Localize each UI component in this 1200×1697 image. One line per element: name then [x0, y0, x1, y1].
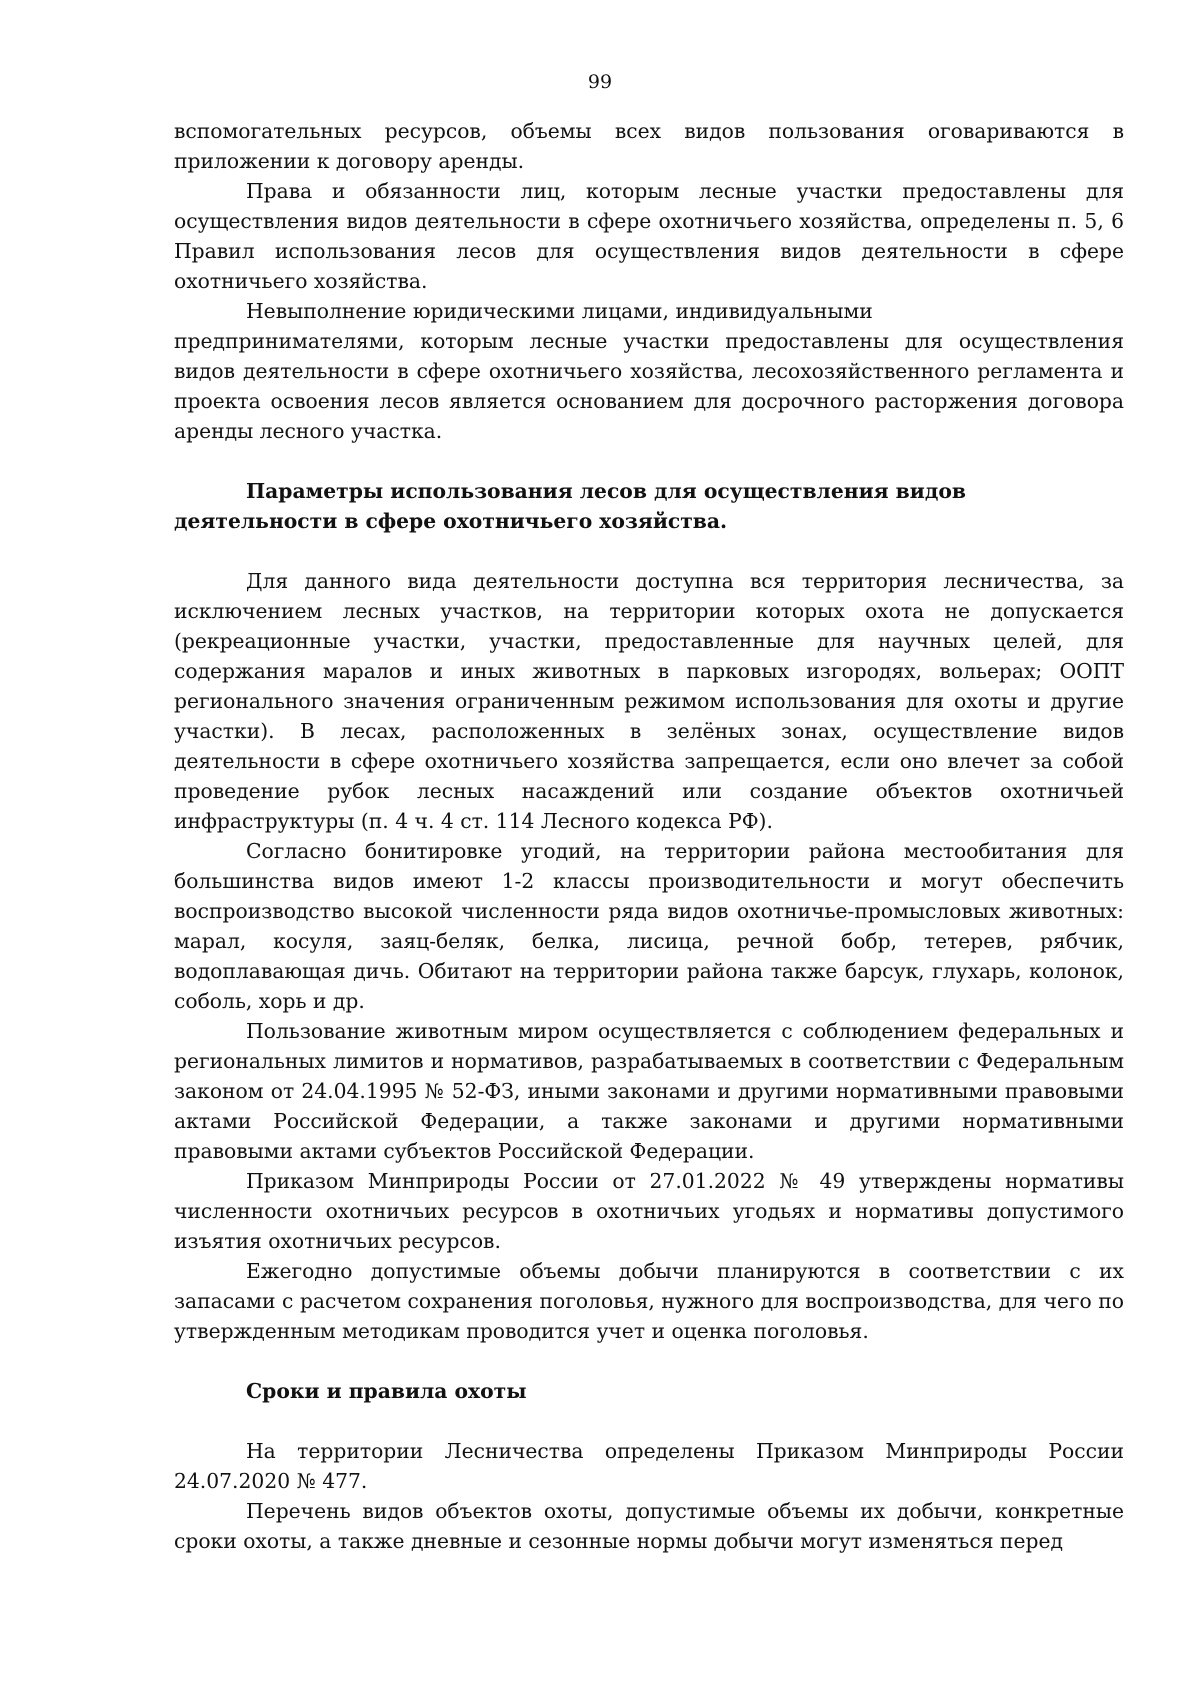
paragraph-failure-line1: Невыполнение юридическими лицами, индивидуальными	[246, 299, 873, 323]
paragraph-list: Перечень видов объектов охоты, допустимые объемы их добычи, конкретные сроки охоты, а также дневные и сезонные нормы добычи могут изменяться перед	[174, 1499, 1124, 1553]
paragraph-rights: Права и обязанности лиц, которым лесные участки предоставлены для осуществления видов деятельности в сфере охотничьего хозяйства, определены п. 5, 6 Правил использования лесов для осуществления видов деятельности в сфере охотничьего хозяйства.	[174, 179, 1124, 293]
spacer	[174, 536, 1124, 566]
paragraph-territory: Для данного вида деятельности доступна вся территория лесничества, за исключением лесных участков, на территории которых охота не допускается (рекреационные участки, участки, предоставленные для научных целей, для содержания маралов и иных животных в парковых изгородях, вольерах; ООПТ регионального значения ограниченным режимом использования для охоты и другие участки). В лесах, расположенных в зелёных зонах, осуществление видов деятельности в сфере охотничьего хозяйства запрещается, если оно влечет за собой проведение рубок лесных насаждений или создание объектов охотничьей инфраструктуры (п. 4 ч. 4 ст. 114 Лесного кодекса РФ).	[174, 569, 1124, 833]
document-body	[174, 116, 1124, 1556]
paragraph-annual: Ежегодно допустимые объемы добычи планируются в соответствии с их запасами с расчетом сохранения поголовья, нужного для воспроизводства, для чего по утвержденным методикам проводится учет и оценка поголовья.	[174, 1259, 1124, 1343]
section-heading-terms: Сроки и правила охоты	[246, 1379, 527, 1403]
paragraph-order: Приказом Минприроды России от 27.01.2022 № 49 утверждены нормативы численности охотничьих ресурсов в охотничьих угодьях и нормативы допустимого изъятия охотничьих ресурсов.	[174, 1169, 1124, 1253]
spacer	[174, 1346, 1124, 1376]
paragraph-wildlife: Пользование животным миром осуществляется с соблюдением федеральных и региональных лимитов и нормативов, разрабатываемых в соответствии с Федеральным законом от 24.04.1995 № 52-ФЗ, иными законами и другими нормативными правовыми актами Российской Федерации, а также законами и другими нормативными правовыми актами субъектов Российской Федерации.	[174, 1019, 1124, 1163]
paragraph-bonitet: Согласно бонитировке угодий, на территории района местообитания для большинства видов имеют 1-2 классы производительности и могут обеспечить воспроизводство высокой численности ряда видов охотничье-промысловых животных: марал, косуля, заяц-беляк, белка, лисица, речной бобр, тетерев, рябчик, водоплавающая дичь. Обитают на территории района также барсук, глухарь, колонок, соболь, хорь и др.	[174, 839, 1124, 1013]
spacer	[174, 1406, 1124, 1436]
paragraph-failure: предпринимателями, которым лесные участки предоставлены для осуществления видов деятельности в сфере охотничьего хозяйства, лесохозяйственного регламента и проекта освоения лесов является основанием для досрочного расторжения договора аренды лесного участка.	[174, 329, 1124, 443]
paragraph-territory-terms: На территории Лесничества определены Приказом Минприроды России 24.07.2020 № 477.	[174, 1439, 1124, 1493]
paragraph-continuation: вспомогательных ресурсов, объемы всех видов пользования оговариваются в приложении к договору аренды.	[174, 119, 1124, 173]
section-heading-params: Параметры использования лесов для осуществления видов деятельности в сфере охотничьего хозяйства.	[174, 479, 966, 533]
page-number: 99	[587, 71, 613, 93]
spacer	[174, 446, 1124, 476]
